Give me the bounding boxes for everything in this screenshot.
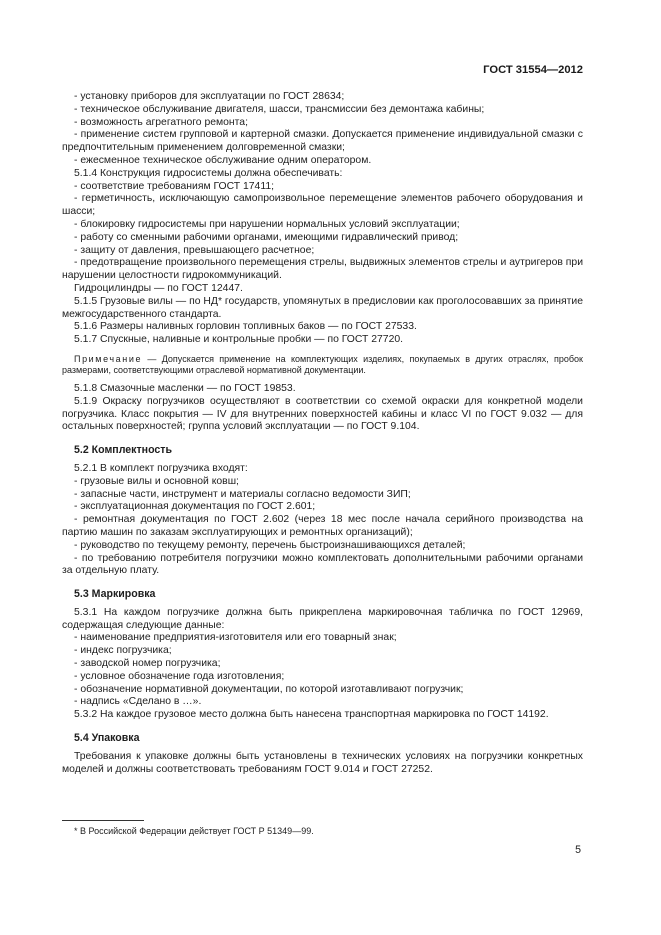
requirements-list-top	[62, 91, 583, 347]
text-line: - условное обозначение года изготовления;	[74, 670, 285, 682]
text-line: - применение систем групповой и картерной смазки. Допускается применение индивидуальной смазки с предпочтительным применением долговременной смазки;	[62, 129, 583, 154]
section-5-3-body	[62, 607, 583, 722]
text-line: - установку приборов для эксплуатации по ГОСТ 28634;	[74, 91, 345, 102]
text-line: - ремонтная документация по ГОСТ 2.602 (через 18 мес после начала серийного производства на партию машин по заказам эксплуатирующих и ремонтных организаций);	[62, 514, 583, 538]
section-heading-5-3: 5.3 Маркировка	[74, 588, 156, 601]
note-paragraph	[62, 354, 583, 377]
text-line: - грузовые вилы и основной ковш;	[74, 475, 239, 487]
text-line: - ежесменное техническое обслуживание одним оператором.	[74, 154, 372, 166]
footnote-divider	[62, 820, 144, 821]
section-heading-5-2: 5.2 Комплектность	[74, 444, 172, 457]
text-line: - техническое обслуживание двигателя, шасси, трансмиссии без демонтажа кабины;	[74, 103, 485, 115]
page-number: 5	[575, 844, 581, 856]
clause-5-3-1: 5.3.1 На каждом погрузчике должна быть прикреплена маркировочная табличка по ГОСТ 12969, содержащая следующие данные:	[62, 606, 583, 631]
text-line: Гидроцилиндры — по ГОСТ 12447.	[74, 282, 243, 294]
page-body	[62, 91, 583, 776]
text-line: - защиту от давления, превышающего расчетное;	[74, 244, 315, 256]
text-line: - руководство по текущему ремонту, перечень быстроизнашивающихся деталей;	[74, 539, 466, 551]
document-code-header: ГОСТ 31554—2012	[483, 64, 583, 76]
clause-5-1-6: 5.1.6 Размеры наливных горловин топливных баков — по ГОСТ 27533.	[74, 321, 417, 333]
clause-5-1-7: 5.1.7 Спускные, наливные и контрольные пробки — по ГОСТ 27720.	[74, 334, 404, 346]
section-5-4-body	[62, 751, 583, 777]
text-line: - предотвращение произвольного перемещения стрелы, выдвижных элементов стрелы и аутригеров при нарушении целостности гидрокоммуникаций.	[62, 257, 583, 282]
clause-5-3-2: 5.3.2 На каждое грузовое место должна быть нанесена транспортная маркировка по ГОСТ 14192.	[74, 709, 549, 721]
text-line: - герметичность, исключающую самопроизвольное перемещение элементов рабочего оборудования и шасси;	[62, 193, 583, 218]
text-line: - надпись «Сделано в …».	[74, 696, 202, 708]
text-line: - блокировку гидросистемы при нарушении нормальных условий эксплуатации;	[74, 218, 460, 230]
clause-5-1-5: 5.1.5 Грузовые вилы — по НД* государств, упомянутых в предисловии как проголосовавших за принятие межгосударственного стандарта.	[62, 295, 583, 320]
text-line: - обозначение нормативной документации, по которой изготавливают погрузчик;	[74, 683, 464, 695]
text-line: - работу со сменными рабочими органами, имеющими гидравлический привод;	[74, 231, 459, 243]
clause-5-1-9: 5.1.9 Окраску погрузчиков осуществляют в соответствии со схемой окраски для конкретной модели погрузчика. Класс покрытия — IV для внутренних поверхностей кабины и класс VI по ГОСТ 9.032 — для остальных поверхностей; группа условий эксплуатации — по ГОСТ 9.104.	[62, 395, 583, 433]
text-line: - возможность агрегатного ремонта;	[74, 116, 248, 128]
text-line: - по требованию потребителя погрузчики можно комплектовать дополнительными рабочими органами за отдельную плату.	[62, 552, 583, 577]
text-line: - заводской номер погрузчика;	[74, 658, 221, 670]
section-5-2-body	[62, 463, 583, 578]
note-text: — Допускается применение на комплектующих изделиях, покупаемых в других отраслях, пробок размерами, соответствующими отраслевой нормативной документации.	[62, 353, 583, 376]
text-line: - индекс погрузчика;	[74, 645, 172, 657]
text-line: - запасные части, инструмент и материалы согласно ведомости ЗИП;	[74, 488, 411, 500]
text-line: - эксплуатационная документация по ГОСТ 2.601;	[74, 501, 316, 513]
clause-5-1-8: 5.1.8 Смазочные масленки — по ГОСТ 19853.	[74, 382, 296, 394]
section-heading-5-4: 5.4 Упаковка	[74, 732, 140, 745]
clauses-after-note	[62, 383, 583, 434]
note-label: Примечание	[74, 353, 143, 364]
footnote: * В Российской Федерации действует ГОСТ Р 51349—99.	[74, 826, 314, 836]
text-line: - наименование предприятия-изготовителя или его товарный знак;	[74, 632, 397, 644]
clause-5-2-1: 5.2.1 В комплект погрузчика входят:	[74, 462, 248, 474]
text-line: Требования к упаковке должны быть установлены в технических условиях на погрузчики конкретных моделей и должны соответствовать требованиям ГОСТ 9.014 и ГОСТ 27252.	[62, 750, 583, 775]
clause-5-1-4: 5.1.4 Конструкция гидросистемы должна обеспечивать:	[74, 167, 343, 179]
text-line: - соответствие требованиям ГОСТ 17411;	[74, 180, 275, 192]
